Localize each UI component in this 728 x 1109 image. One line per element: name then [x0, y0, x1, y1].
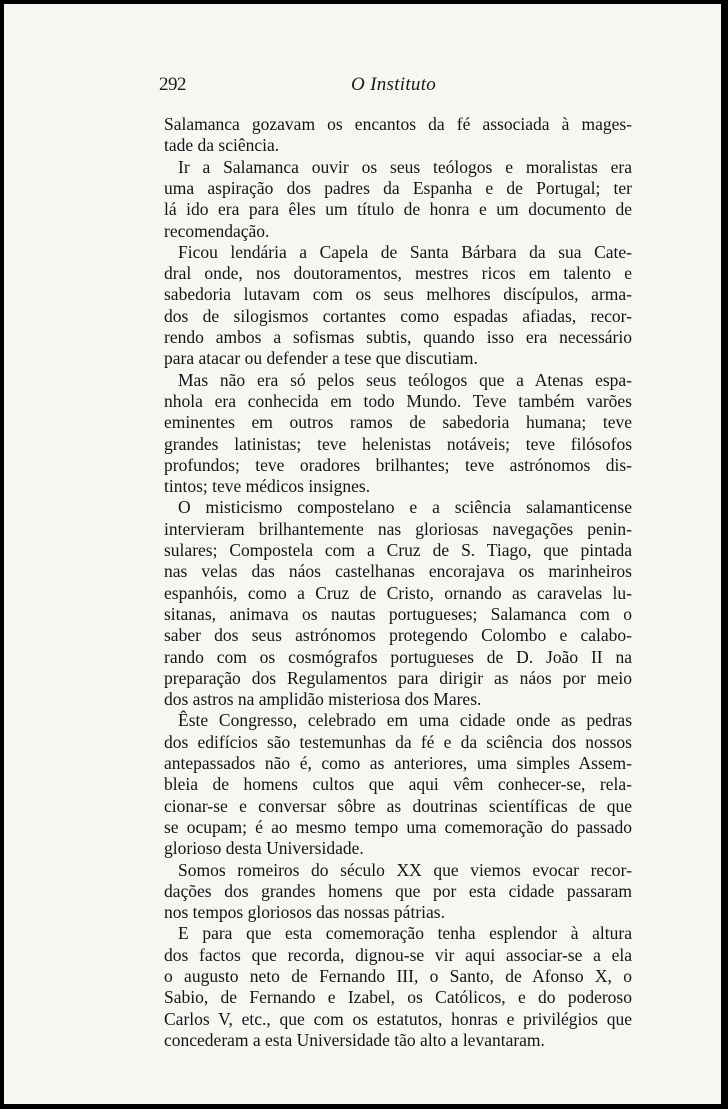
text-line: Somos romeiros do século XX que viemos evocar recor-: [178, 859, 632, 880]
text-line: nos tempos gloriosos das nossas pátrias.: [164, 902, 445, 923]
text-line: sulares; Compostela com a Cruz de S. Tiago, que pintada: [164, 540, 632, 560]
text-line: bleia de homens cultos que aqui vêm conhecer-se, rela-: [164, 774, 632, 795]
text-line: eminentes em outros ramos de sabedoria humana; teve: [164, 412, 632, 433]
text-line: sabedoria lutavam com os seus melhores discípulos, arma-: [164, 284, 632, 305]
text-line: preparação dos Regulamentos para dirigir as náos por meio: [164, 667, 632, 688]
text-line: lá ido era para êles um título de honra e um documento de: [164, 199, 632, 220]
text-line: o augusto neto de Fernando III, o Santo, de Afonso X, o: [164, 966, 632, 986]
text-line: E para que esta comemoração tenha esplendor à altura: [178, 923, 632, 944]
text-line: dações dos grandes homens que por esta cidade passaram: [164, 880, 632, 901]
text-line: se ocupam; é ao mesmo tempo uma comemoração do passado: [164, 816, 632, 837]
text-line: saber dos seus astrónomos protegendo Colombo e calabo-: [164, 625, 632, 646]
page-header: [159, 74, 634, 100]
text-line: recomendação.: [164, 220, 270, 241]
text-line: tintos; teve médicos insignes.: [164, 476, 371, 497]
text-line: sitanas, animava os nautas portugueses; Salamanca com o: [164, 603, 632, 624]
text-line: para atacar ou defender a tese que discutiam.: [164, 348, 478, 369]
text-line: dos de silogismos cortantes como espadas afiadas, recor-: [164, 305, 632, 326]
text-line: glorioso desta Universidade.: [164, 838, 364, 859]
text-line: intervieram brilhantemente nas gloriosas navegações penin-: [164, 518, 632, 539]
running-title: O Instituto: [351, 74, 437, 95]
text-line: nhola era conhecida em todo Mundo. Teve também varões: [164, 390, 632, 411]
text-line: rando com os cosmógrafos portugueses de D. João II na: [164, 646, 632, 667]
page-number: 292: [159, 74, 186, 95]
text-line: profundos; teve oradores brilhantes; teve astrónomos dis-: [164, 454, 632, 475]
text-line: tade da sciência.: [164, 135, 280, 156]
text-line: Êste Congresso, celebrado em uma cidade onde as pedras: [178, 710, 632, 731]
text-line: rendo ambos a sofismas subtis, quando isso era necessário: [164, 327, 632, 347]
text-line: grandes latinistas; teve helenistas notáveis; teve filósofos: [164, 433, 632, 454]
text-line: espanhóis, como a Cruz de Cristo, ornando as caravelas lu-: [164, 582, 632, 603]
text-line: dos astros na amplidão misteriosa dos Mares.: [164, 689, 482, 710]
text-line: dos edifícios são testemunhas da fé e da sciência dos nossos: [164, 731, 632, 752]
text-line: dos factos que recorda, dignou-se vir aqui associar-se a ela: [164, 944, 632, 965]
text-line: Ficou lendária a Capela de Santa Bárbara da sua Cate-: [178, 241, 632, 262]
text-line: Sabio, de Fernando e Izabel, os Católicos, e do poderoso: [164, 987, 632, 1008]
text-line: Mas não era só pelos seus teólogos que a Atenas espa-: [178, 369, 632, 390]
text-line: Salamanca gozavam os encantos da fé associada à mages-: [164, 114, 632, 134]
book-page: [4, 4, 721, 1104]
text-line: O misticismo compostelano e a sciência salamanticense: [178, 497, 632, 518]
text-line: dral onde, nos doutoramentos, mestres ricos em talento e: [164, 263, 632, 284]
text-line: uma aspiração dos padres da Espanha e de Portugal; ter: [164, 177, 632, 198]
text-line: antepassados não é, como as anteriores, uma simples Assem-: [164, 753, 632, 773]
text-line: nas velas das náos castelhanas encorajava os marinheiros: [164, 561, 632, 582]
text-line: cionar-se e conversar sôbre as doutrinas scientíficas de que: [164, 795, 632, 816]
text-line: Ir a Salamanca ouvir os seus teólogos e moralistas era: [178, 156, 632, 177]
text-line: Carlos V, etc., que com os estatutos, honras e privilégios que: [164, 1008, 632, 1029]
text-line: concederam a esta Universidade tão alto a levantaram.: [164, 1029, 545, 1050]
